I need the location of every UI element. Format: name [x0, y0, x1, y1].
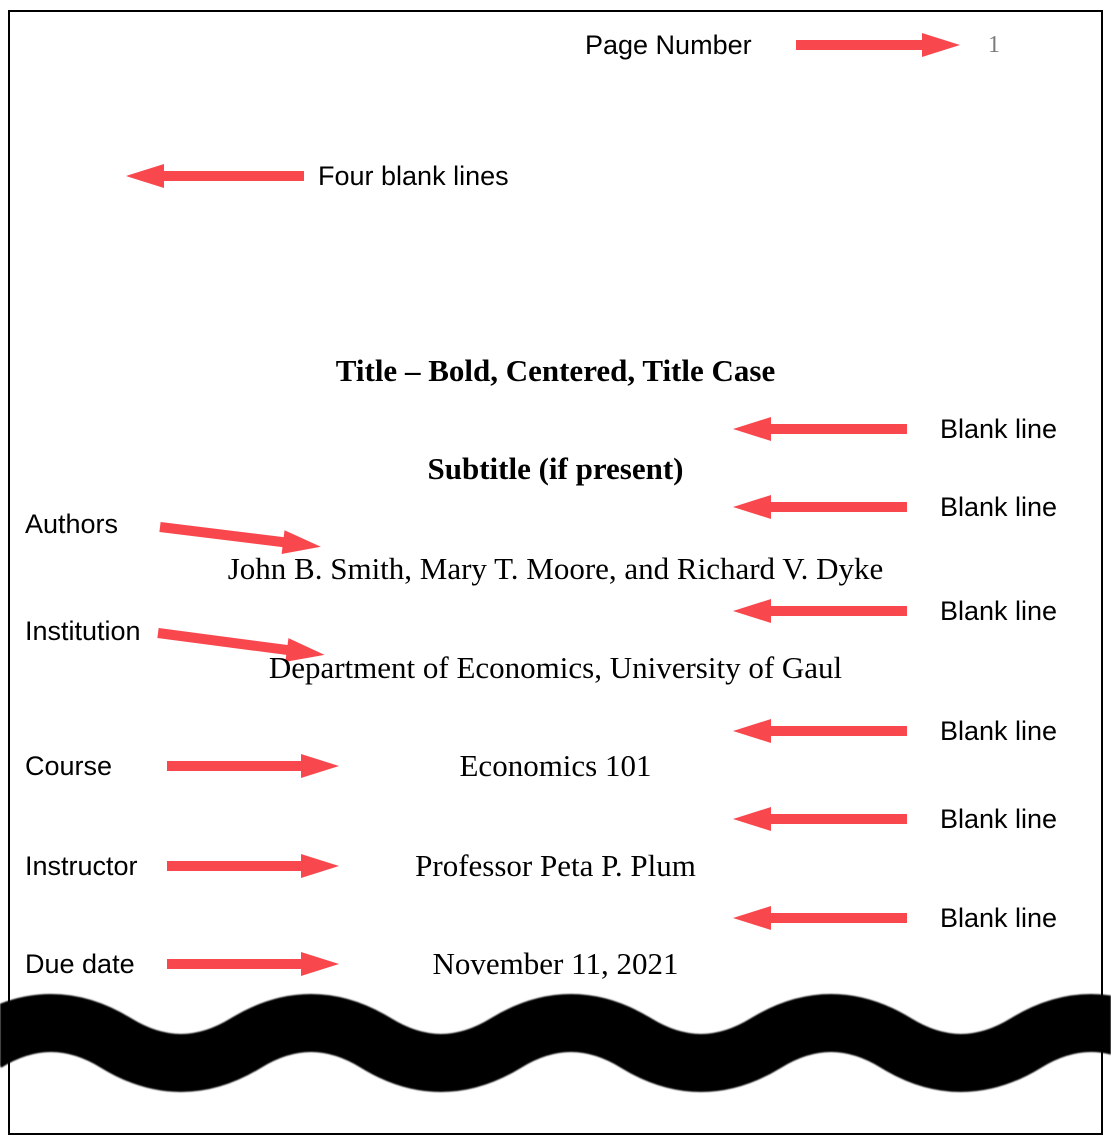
blank-line-arrow-icon: [733, 716, 907, 746]
blank-line-label: Blank line: [940, 596, 1058, 626]
document-institution: Department of Economics, University of Gaul: [268, 650, 843, 685]
blank-line-arrow-icon: [733, 804, 907, 834]
document-course: Economics 101: [459, 748, 652, 783]
instructor-label: Instructor: [25, 851, 138, 881]
institution-label: Institution: [25, 616, 141, 646]
four-blank-lines-label: Four blank lines: [318, 161, 509, 191]
course-label: Course: [25, 751, 113, 781]
blank-line-label: Blank line: [940, 804, 1058, 834]
page-number-arrow-icon: [796, 30, 960, 60]
blank-line-arrow-icon: [733, 903, 907, 933]
document-due-date: November 11, 2021: [432, 946, 679, 981]
page-number-label: Page Number: [585, 30, 752, 60]
blank-line-label: Blank line: [940, 903, 1058, 933]
blank-line-label: Blank line: [940, 716, 1058, 746]
blank-line-arrow-icon: [733, 414, 907, 444]
document-subtitle: Subtitle (if present): [427, 451, 684, 486]
authors-label: Authors: [25, 509, 119, 539]
four-blank-lines-arrow-icon: [126, 161, 304, 191]
page-tear-wave: [0, 975, 1111, 1115]
due-date-label: Due date: [25, 949, 135, 979]
document-title: Title – Bold, Centered, Title Case: [335, 353, 776, 388]
page-number-value: 1: [988, 32, 1000, 58]
blank-line-label: Blank line: [940, 492, 1058, 522]
blank-line-label: Blank line: [940, 414, 1058, 444]
blank-line-arrow-icon: [733, 492, 907, 522]
document-instructor: Professor Peta P. Plum: [415, 848, 696, 883]
document-authors: John B. Smith, Mary T. Moore, and Richard V. Dyke: [227, 551, 884, 586]
blank-line-arrow-icon: [733, 596, 907, 626]
